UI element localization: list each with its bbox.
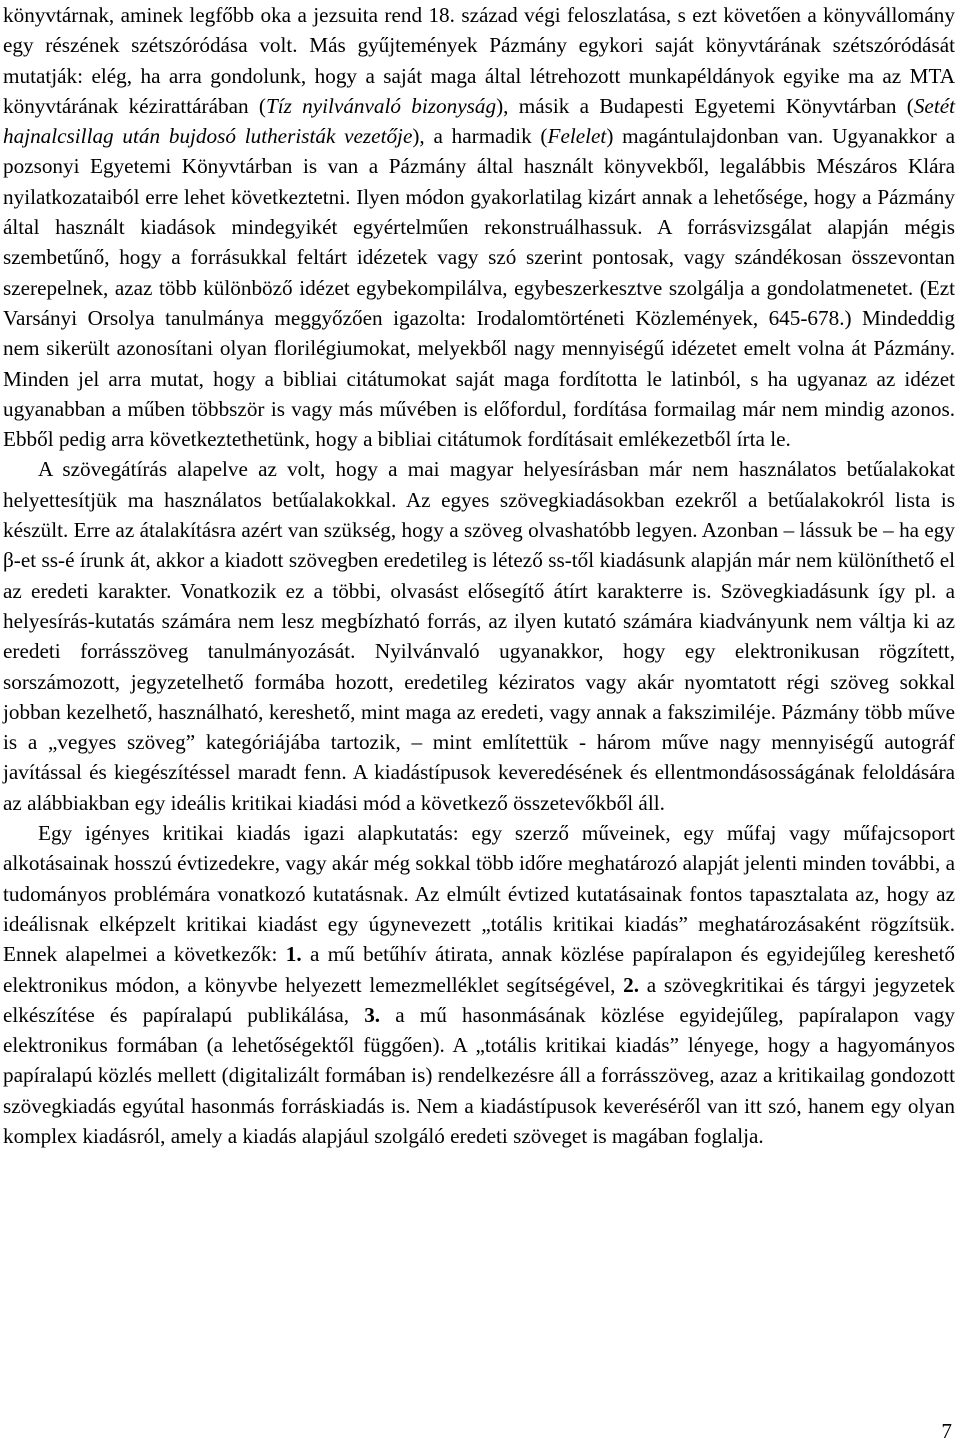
italic-title: Felelet (547, 124, 607, 149)
page-number: 7 (941, 1419, 952, 1443)
bold-number: 2. (623, 972, 640, 997)
text-run: ), a harmadik ( (412, 124, 548, 149)
body-paragraph (3, 454, 955, 818)
text-run: Egy igényes kritikai kiadás igazi alapkutatás: egy szerző műveinek, egy műfaj vagy műfajcsoport alkotásainak hosszú évtizedekre, vagy akár még sokkal több időre meghatározó alapját jelenti minden további, a tudományos problémára vonatkozó kutatásnak. Az elmúlt évtized kutatásainak fontos tapasztalata az, hogy az ideálisnak elképzelt kritikai kiadást egy úgynevezett „totális kritikai kiadás” meghatározásaként rögzítsük. Ennek alapelmei a következők: (3, 821, 955, 967)
page-body (3, 0, 955, 1151)
bold-number: 3. (364, 1002, 381, 1027)
text-run: a mű betűhív átirata, annak közlése papíralapon és egyidejűleg kereshető elektronikus módon, a könyvbe helyezett lemezmelléklet segítségével, (3, 942, 955, 997)
text-run: A szövegátírás alapelve az volt, hogy a mai magyar helyesírásban már nem használatos betűalakokat helyettesítjük ma használatos betűalakokkal. Az egyes szövegkiadásokban ezekről a betűalakokról lista is készült. Erre az átalakításra azért van szükség, hogy a szöveg olvashatóbb legyen. Azonban – lássuk be – ha egy β-et ss-é írunk át, akkor a kiadott szövegben eredetileg is létező ss-től kiadásunk alapján már nem különíthető el az eredeti karakter. Vonatkozik ez a többi, olvasást elősegítő átírt karakterre is. Szövegkiadásunk így pl. a helyesírás-kutatás számára nem lesz megbízható forrás, az ilyen kutató számára kiadványunk nem váltja ki az eredeti forrásszöveg tanulmányozását. Nyilvánvaló ugyanakkor, hogy egy elektronikusan rögzített, sorszámozott, jegyzetelhető formába hozott, eredetileg kéziratos vagy akár nyomtatott régi szöveg sokkal jobban kezelhető, használható, kereshető, mint maga az eredeti, vagy annak a fakszimiléje. Pázmány több műve is a „vegyes szöveg” kategóriájába tartozik, – mint említettük - három műve nagy mennyiségű autográf javítással és kiegészítéssel maradt fenn. A kiadástípusok keveredésének és ellentmondásosságának feloldására az alábbiakban egy ideális kritikai kiadási mód a következő összetevőkből áll. (3, 457, 955, 815)
text-run: ) magántulajdonban van. Ugyanakkor a pozsonyi Egyetemi Könyvtárban is van a Pázmány által használt könyvekből, legalábbis Mészáros Klára nyilatkozataiból erre lehet következtetni. Ilyen módon gyakorlatilag kizárt annak a lehetősége, hogy a Pázmány által használt kiadások mindegyikét egyértelműen rekonstruálhassuk. A forrásvizsgálat alapján mégis szembetűnő, hogy a forrásukkal feltárt idézetek vagy szó szerint pontosak, vagy szándékosan összevontan szerepelnek, azaz több különböző idézet egybekompilálva, egybeszerkesztve szolgálja a gondolatmenetet. (Ezt Varsányi Orsolya tanulmánya meggyőzően igazolta: Irodalomtörténeti Közlemények, 645-678.) Mindeddig nem sikerült azonosítani olyan florilégiumokat, melyekből nagy mennyiségű idézetet emelt volna át Pázmány. Minden jel arra mutat, hogy a bibliai citátumokat saját maga fordította le latinból, s ha ugyanaz az idézet ugyanabban a műben többször is vagy más művében is előfordul, fordítása formailag már nem mindig azonos. Ebből pedig arra következtethetünk, hogy a bibliai citátumok fordításait emlékezetből írta le. (3, 124, 955, 452)
body-paragraph (3, 0, 955, 454)
text-run: könyvtárnak, aminek legfőbb oka a jezsuita rend 18. század végi feloszlatása, s ezt követően a könyvállomány egy részének szétszóródása volt. Más gyűjtemények Pázmány egykori saját könyvtárának szétszóródását mutatják: elég, ha arra gondolunk, hogy a saját maga által létrehozott munkapéldányok egyike ma az MTA könyvtárának kézirattárában ( (3, 3, 955, 118)
bold-number: 1. (285, 942, 302, 967)
text-run: a szövegkritikai és tárgyi jegyzetek elkészítése és papíralapú publikálása, (3, 972, 955, 1027)
body-paragraph (3, 818, 955, 1151)
text-run: ), másik a Budapesti Egyetemi Könyvtárban ( (496, 93, 914, 118)
text-run: a mű hasonmásának közlése egyidejűleg, papíralapon vagy elektronikus formában (a lehetőségektől függően). A „totális kritikai kiadás” lényege, hogy a hagyományos papíralapú közlés mellett (digitalizált formában is) rendelkezésre áll a forrásszöveg, azaz a kritikailag gondozott szövegkiadás egyútal hasonmás forráskiadás is. Nem a kiadástípusok keveréséről van itt szó, hanem egy olyan komplex kiadásról, amely a kiadás alapjául szolgáló eredeti szöveget is magában foglalja. (3, 1002, 955, 1148)
italic-title: Setét hajnalcsillag után bujdosó lutheristák vezetője (3, 93, 956, 149)
italic-title: Tíz nyilvánvaló bizonyság (265, 93, 497, 118)
